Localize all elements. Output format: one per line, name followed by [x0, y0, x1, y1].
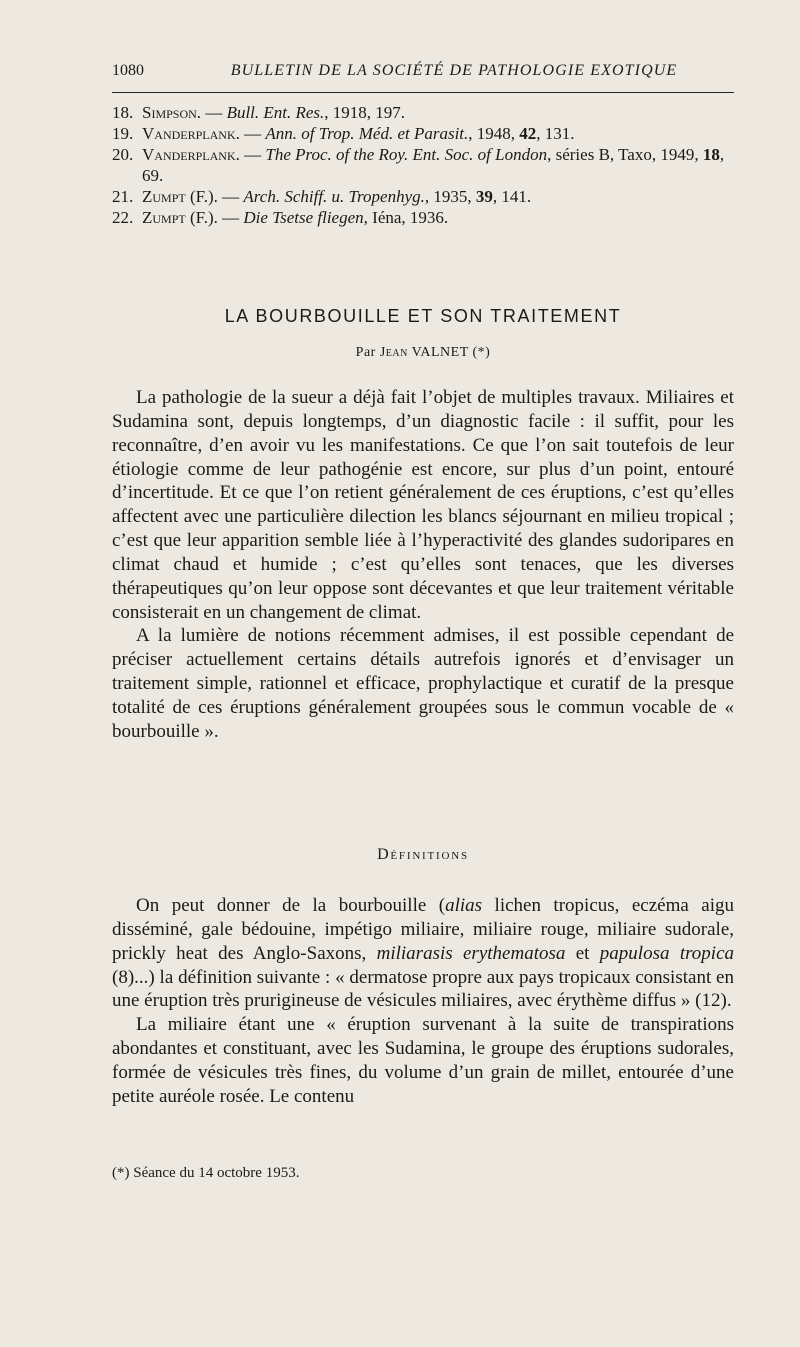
reference-item: 21. Zumpt (F.). — Arch. Schiff. u. Tropenhyg., 1935, 39, 141. [112, 187, 532, 206]
reference-item: 19. Vanderplank. — Ann. of Trop. Méd. et Parasit., 1948, 42, 131. [112, 124, 575, 143]
article-author: Par Jean VALNET (*) [355, 345, 491, 360]
paragraph: La miliaire étant une « éruption survenant à la suite de transpirations abondantes et constituant, avec les Sudamina, le groupe des éruptions sudorales, formée de vésicules très fines, du volume d’un grain de millet, entourée d’une petite auréole rosée. Le contenu [112, 1014, 734, 1107]
page-number: 1080 [112, 62, 144, 79]
reference-item: 20. Vanderplank. — The Proc. of the Roy. Ent. Soc. of London, séries B, Taxo, 1949, 18, 69. [112, 145, 725, 185]
definitions-text [112, 894, 734, 1109]
footnote: (*) Séance du 14 octobre 1953. [112, 1165, 300, 1181]
intro-text [112, 386, 734, 744]
paragraph: A la lumière de notions récemment admises, il est possible cependant de préciser actuellement certains détails autrefois ignorés et d’envisager un traitement simple, rationnel et efficace, prophylactique et curatif de la presque totalité de ces éruptions généralement groupées sous le commun vocable de « bourbouille ». [112, 625, 734, 742]
paragraph: La pathologie de la sueur a déjà fait l’objet de multiples travaux. Miliaires et Sudamina sont, depuis longtemps, d’un diagnostic facile : il suffit, pour les reconnaître, d’en avoir vu les manifestations. Ce que l’on sait toutefois de leur étiologie comme de leur pathogénie est encore, sur plus d’un point, entouré d’incertitude. Et ce que l’on retient généralement de ces éruptions, c’est qu’elles affectent avec une particulière dilection les blancs séjournant en milieu tropical ; c’est que leur apparition semble liée à l’hyperactivité des glandes sudoripares en climat chaud et humide ; c’est qu’elles sont tenaces, que les diverses thérapeutiques qu’on leur oppose sont décevantes et que leur traitement véritable consisterait en un changement de climat. [112, 387, 734, 623]
reference-item: 18. Simpson. — Bull. Ent. Res., 1918, 197. [112, 103, 406, 122]
running-title: BULLETIN DE LA SOCIÉTÉ DE PATHOLOGIE EXOTIQUE [230, 62, 678, 79]
paragraph: On peut donner de la bourbouille (alias lichen tropicus, eczéma aigu disséminé, gale bédouine, impétigo miliaire, miliaire rouge, miliaire sudorale, prickly heat des Anglo-Saxons, miliarasis erythematosa et papulosa tropica (8)...) la définition suivante : « dermatose propre aux pays tropicaux consistant en une éruption très prurigineuse de vésicules miliaires, avec érythème diffus » (12). [112, 895, 735, 1012]
article-title: LA BOURBOUILLE ET SON TRAITEMENT [224, 306, 622, 326]
reference-list [112, 102, 734, 228]
page-header [112, 62, 734, 93]
reference-item: 22. Zumpt (F.). — Die Tsetse fliegen, Iéna, 1936. [112, 208, 449, 227]
section-heading: Définitions [377, 846, 469, 863]
